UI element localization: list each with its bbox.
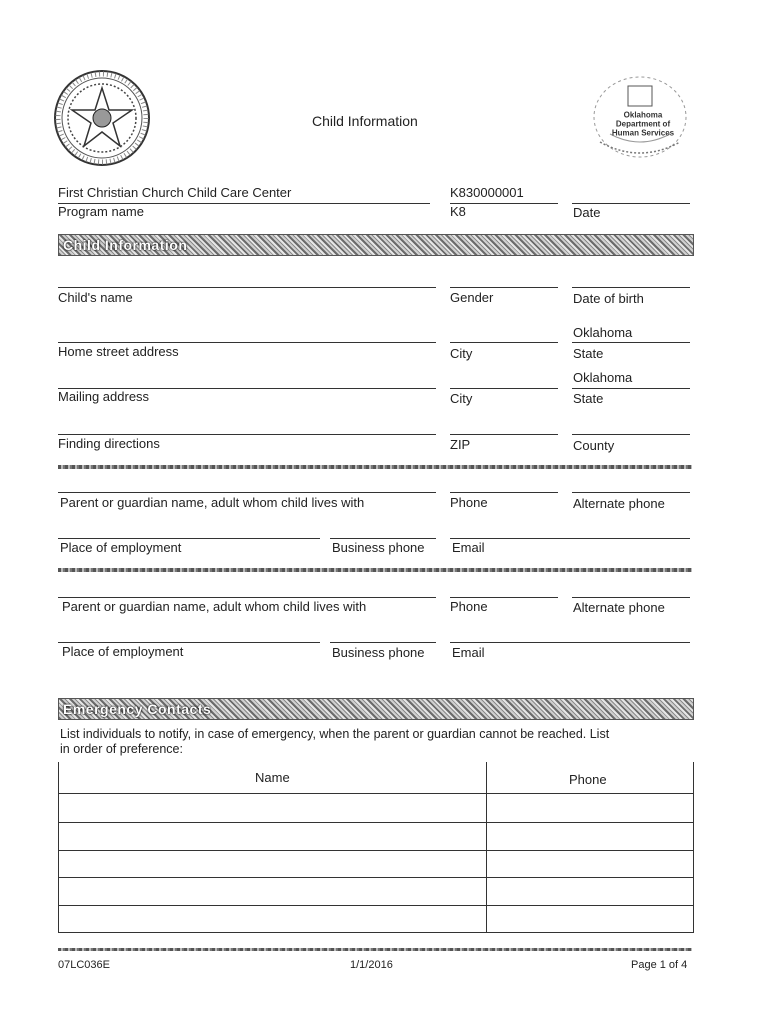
- dhs-logo-text: Oklahoma Department of Human Services: [611, 111, 675, 138]
- program-name-value[interactable]: First Christian Church Child Care Center: [58, 185, 292, 200]
- zip-label: ZIP: [450, 437, 471, 452]
- section-divider: [58, 568, 692, 572]
- state-label-2: State: [573, 391, 604, 406]
- state-value-2[interactable]: Oklahoma: [573, 370, 633, 385]
- form-date: 1/1/2016: [350, 959, 393, 971]
- county-label: County: [573, 438, 615, 453]
- parent1-business-phone-label: Business phone: [332, 540, 425, 555]
- childs-name-label: Child's name: [58, 290, 133, 305]
- table-row[interactable]: [59, 905, 693, 906]
- col-name-header: Name: [255, 770, 290, 785]
- page-number: Page 1 of 4: [631, 959, 688, 971]
- table-row[interactable]: [59, 877, 693, 878]
- page-title: Child Information: [312, 113, 418, 129]
- table-row[interactable]: [59, 822, 693, 823]
- table-row[interactable]: [59, 793, 693, 794]
- parent2-employment-label: Place of employment: [62, 644, 184, 659]
- directions-label: Finding directions: [58, 436, 160, 451]
- footer-divider: [58, 948, 692, 951]
- parent1-email-label: Email: [452, 540, 485, 555]
- state-seal-logo: [52, 68, 152, 168]
- gender-label: Gender: [450, 290, 494, 305]
- dob-label: Date of birth: [573, 291, 644, 306]
- program-id-label: K8: [450, 204, 466, 219]
- program-id-value[interactable]: K830000001: [450, 185, 524, 200]
- child-information-heading: Child Information: [58, 234, 694, 256]
- emergency-instructions-line1: List individuals to notify, in case of emergency, when the parent or guardian cannot be reached. List: [60, 727, 610, 741]
- parent1-name-label: Parent or guardian name, adult whom child lives with: [60, 495, 365, 510]
- form-code: 07LC036E: [58, 959, 110, 971]
- state-label-1: State: [573, 346, 604, 361]
- mailing-address-label: Mailing address: [58, 389, 150, 404]
- state-value-1[interactable]: Oklahoma: [573, 325, 633, 340]
- parent1-alt-phone-label: Alternate phone: [573, 496, 665, 511]
- parent2-phone-label: Phone: [450, 599, 488, 614]
- home-address-label: Home street address: [58, 344, 179, 359]
- parent2-alt-phone-label: Alternate phone: [573, 600, 665, 615]
- program-name-label: Program name: [58, 204, 144, 219]
- parent1-employment-label: Place of employment: [60, 540, 182, 555]
- col-phone-header: Phone: [569, 772, 607, 787]
- city-label-1: City: [450, 346, 473, 361]
- parent1-phone-label: Phone: [450, 495, 488, 510]
- parent2-name-label: Parent or guardian name, adult whom child lives with: [62, 599, 367, 614]
- emergency-contacts-heading: Emergency Contacts: [58, 698, 694, 720]
- emergency-contacts-table: [58, 762, 694, 933]
- city-label-2: City: [450, 391, 473, 406]
- date-label: Date: [573, 205, 601, 220]
- dhs-logo: [590, 72, 690, 162]
- emergency-instructions-line2: in order of preference:: [60, 742, 183, 756]
- parent2-business-phone-label: Business phone: [332, 645, 425, 660]
- table-row[interactable]: [59, 850, 693, 851]
- section-divider: [58, 465, 692, 469]
- parent2-email-label: Email: [452, 645, 485, 660]
